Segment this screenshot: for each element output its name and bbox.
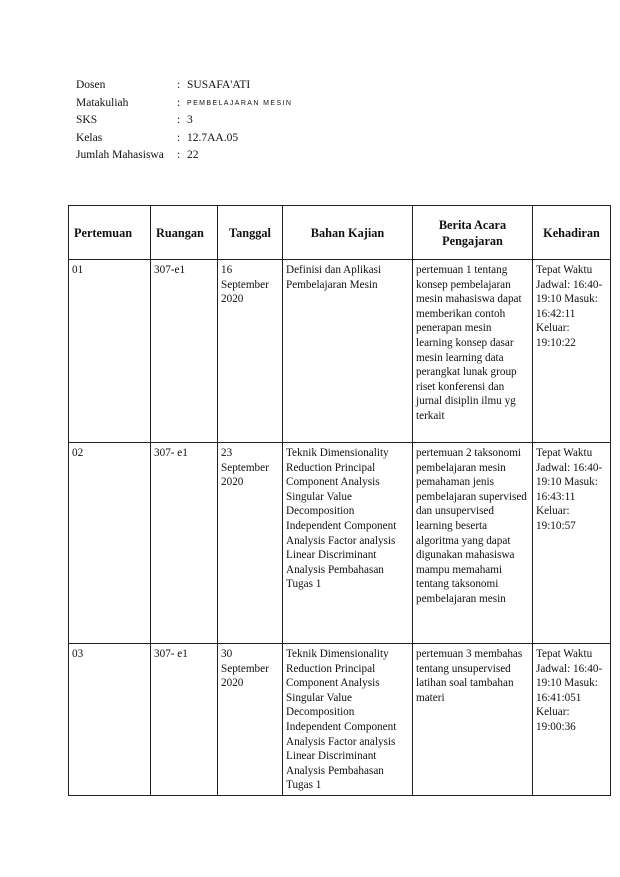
- cell-kehadiran: Tepat Waktu Jadwal: 16:40-19:10 Masuk: 16:42:11 Keluar: 19:10:22: [533, 260, 611, 443]
- header-tanggal: Tanggal: [218, 206, 283, 260]
- table-row: [69, 443, 611, 644]
- cell-ruangan: 307- e1: [151, 644, 218, 796]
- info-row-dosen: [76, 77, 292, 95]
- cell-berita-acara: pertemuan 1 tentang konsep pembelajaran mesin mahasiswa dapat memberikan contoh penerapan mesin learning konsep dasar mesin learning data perangkat lunak group riset konferensi dan jurnal disiplin ilmu yg terkait: [413, 260, 533, 443]
- cell-kehadiran: Tepat Waktu Jadwal: 16:40-19:10 Masuk: 16:41:051 Keluar: 19:00:36: [533, 644, 611, 796]
- info-row-kelas: [76, 130, 292, 148]
- header-kehadiran: Kehadiran: [533, 206, 611, 260]
- table-row: [69, 260, 611, 443]
- course-info: [76, 77, 292, 165]
- cell-ruangan: 307-e1: [151, 260, 218, 443]
- sks-value: 3: [187, 114, 193, 127]
- cell-berita-acara: pertemuan 3 membahas tentang unsupervised latihan soal tambahan materi: [413, 644, 533, 796]
- info-row-matakuliah: [76, 95, 292, 113]
- info-row-jumlah: [76, 147, 292, 165]
- colon: :: [177, 131, 181, 144]
- cell-tanggal: 23 September 2020: [218, 443, 283, 644]
- colon: :: [177, 114, 181, 127]
- matakuliah-label: Matakuliah: [76, 96, 129, 109]
- dosen-label: Dosen: [76, 79, 106, 91]
- jumlah-value: 22: [187, 149, 199, 162]
- cell-tanggal: 16 September 2020: [218, 260, 283, 443]
- cell-tanggal: 30 September 2020: [218, 644, 283, 796]
- cell-bahan-kajian: Teknik Dimensionality Reduction Principal Component Analysis Singular Value Decomposition Independent Component Analysis Factor analysis Linear Discriminant Analysis Pembahasan Tugas 1: [283, 644, 413, 796]
- header-bahan-kajian: Bahan Kajian: [283, 206, 413, 260]
- kelas-value: 12.7AA.05: [187, 131, 239, 144]
- header-pertemuan: Pertemuan: [69, 206, 151, 260]
- attendance-table: [68, 205, 611, 796]
- cell-pertemuan: 02: [69, 443, 151, 644]
- header-ruangan: Ruangan: [151, 206, 218, 260]
- cell-bahan-kajian: Teknik Dimensionality Reduction Principal Component Analysis Singular Value Decomposition Independent Component Analysis Factor analysis Linear Discriminant Analysis Pembahasan Tugas 1: [283, 443, 413, 644]
- sks-label: SKS: [76, 114, 98, 127]
- cell-berita-acara: pertemuan 2 taksonomi pembelajaran mesin pemahaman jenis pembelajaran supervised dan unsupervised learning beserta algoritma yang dapat digunakan mahasiswa mampu memahami tentang taksonomi pembelajaran mesin: [413, 443, 533, 644]
- cell-kehadiran: Tepat Waktu Jadwal: 16:40-19:10 Masuk: 16:43:11 Keluar: 19:10:57: [533, 443, 611, 644]
- jumlah-label: Jumlah Mahasiswa: [76, 149, 164, 162]
- cell-pertemuan: 01: [69, 260, 151, 443]
- matakuliah-value: PEMBELAJARAN MESIN: [187, 99, 293, 107]
- colon: :: [177, 149, 181, 162]
- kelas-label: Kelas: [76, 131, 103, 144]
- cell-bahan-kajian: Definisi dan Aplikasi Pembelajaran Mesin: [283, 260, 413, 443]
- table-row: [69, 644, 611, 796]
- cell-ruangan: 307- e1: [151, 443, 218, 644]
- dosen-value: SUSAFA'ATI: [187, 79, 251, 91]
- info-row-sks: [76, 112, 292, 130]
- cell-pertemuan: 03: [69, 644, 151, 796]
- header-berita-acara: Berita Acara Pengajaran: [413, 206, 533, 260]
- colon: :: [177, 79, 181, 91]
- table-header-row: [69, 206, 611, 260]
- colon: :: [177, 96, 181, 109]
